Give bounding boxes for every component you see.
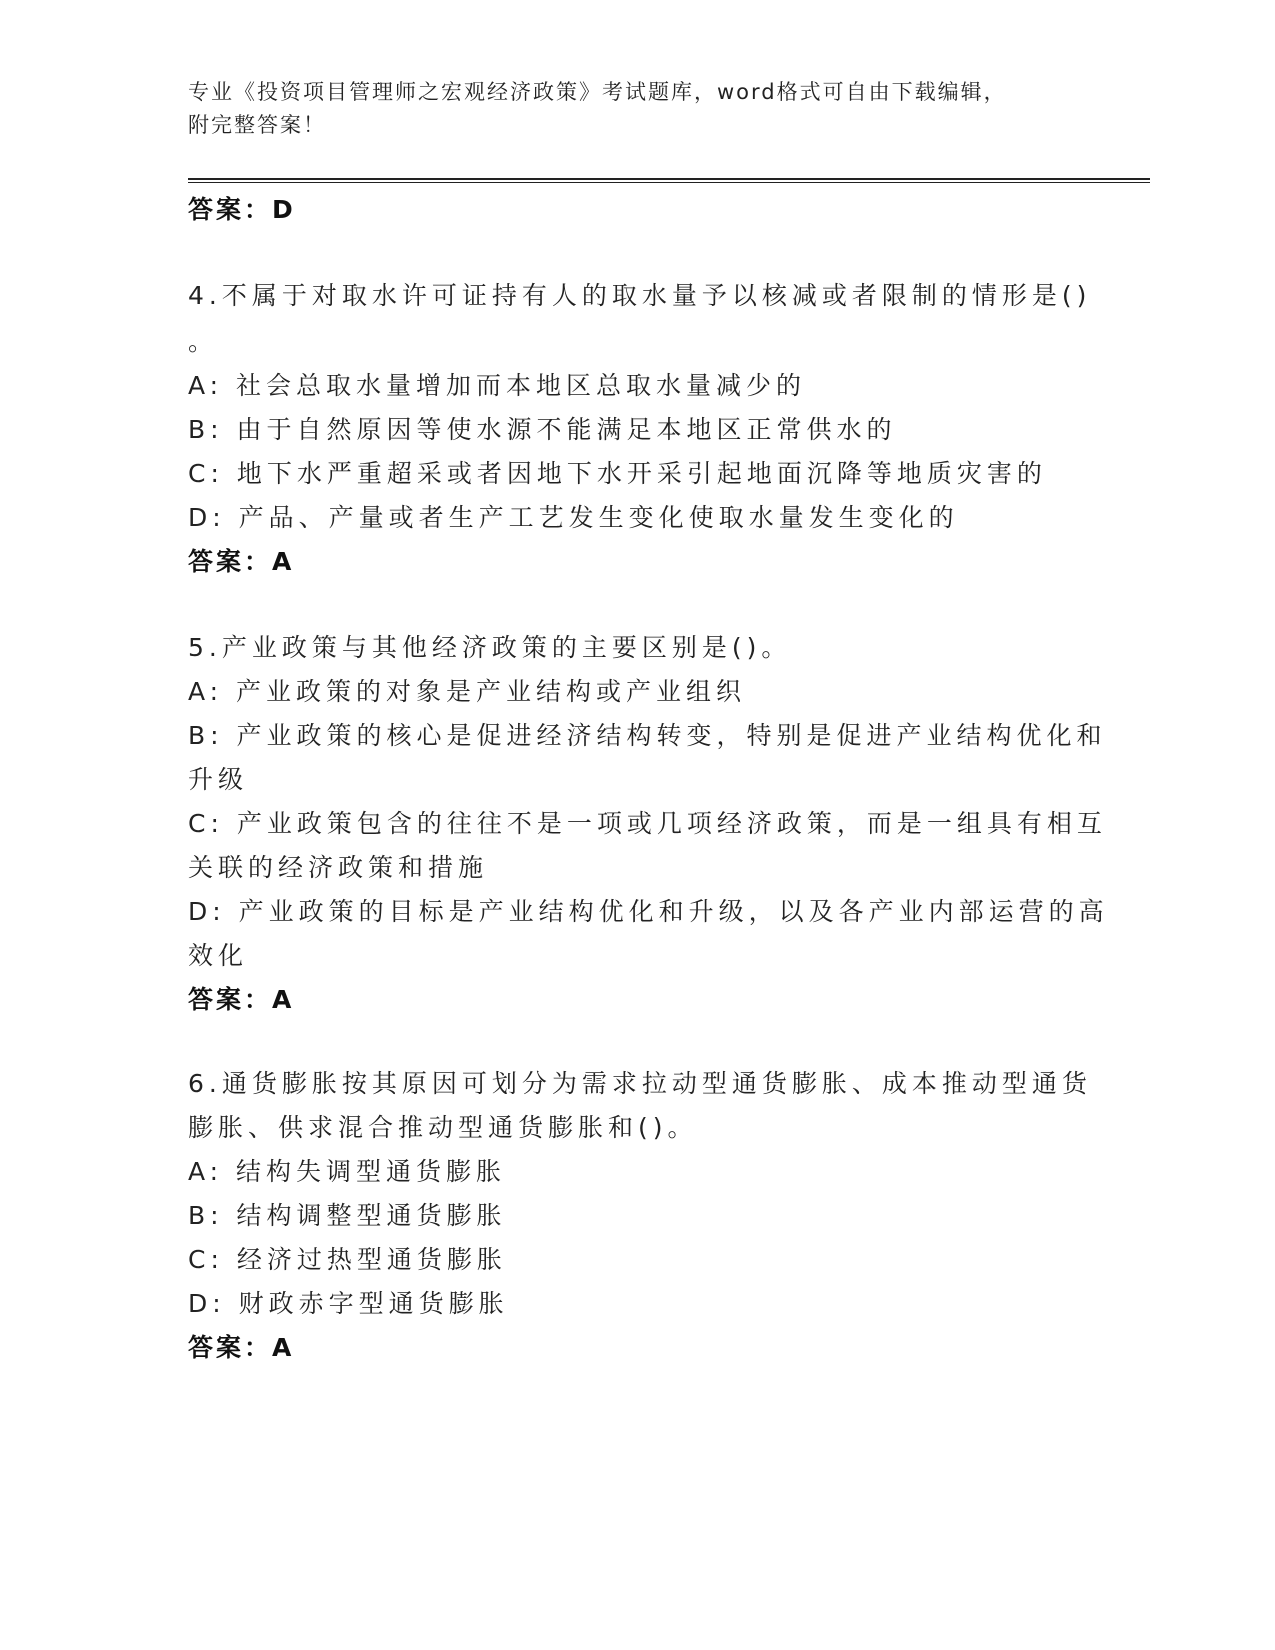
q5-option-a: A: 产业政策的对象是产业结构或产业组织	[188, 677, 747, 706]
answer-prev: 答案：D	[188, 195, 296, 224]
q4-option-d: D: 产品、产量或者生产工艺发生变化使取水量发生变化的	[188, 503, 959, 532]
q5-option-d: D: 产业政策的目标是产业结构优化和升级，以及各产业内部运营的高	[188, 897, 1109, 926]
q6-option-a: A: 结构失调型通货膨胀	[188, 1157, 507, 1186]
q4-answer: 答案：A	[188, 547, 295, 576]
q5-option-b-cont: 升级	[188, 765, 249, 794]
q5-answer: 答案：A	[188, 985, 295, 1014]
q4-option-a: A: 社会总取水量增加而本地区总取水量减少的	[188, 371, 807, 400]
q6-option-b: B: 结构调整型通货膨胀	[188, 1201, 507, 1230]
q4-option-c: C: 地下水严重超采或者因地下水开采引起地面沉降等地质灾害的	[188, 459, 1047, 488]
q6-option-c: C: 经济过热型通货膨胀	[188, 1245, 507, 1274]
q6-option-d: D: 财政赤字型通货膨胀	[188, 1289, 509, 1318]
q6-stem-line-2: 膨胀、供求混合推动型通货膨胀和()。	[188, 1113, 698, 1142]
q5-option-c-cont: 关联的经济政策和措施	[188, 853, 489, 882]
q5-stem: 5.产业政策与其他经济政策的主要区别是()。	[188, 633, 792, 662]
q5-option-b: B: 产业政策的核心是促进经济结构转变，特别是促进产业结构优化和	[188, 721, 1107, 750]
q6-stem-line-1: 6.通货膨胀按其原因可划分为需求拉动型通货膨胀、成本推动型通货	[188, 1069, 1092, 1098]
header-divider-thin	[188, 182, 1150, 183]
header-divider-thick	[188, 178, 1150, 180]
q5-option-c: C: 产业政策包含的往往不是一项或几项经济政策，而是一组具有相互	[188, 809, 1107, 838]
q4-stem-line-2: 。	[188, 327, 219, 356]
q4-stem-line-1: 4.不属于对取水许可证持有人的取水量予以核减或者限制的情形是()	[188, 281, 1092, 310]
header-line-2: 附完整答案！	[188, 113, 326, 137]
q4-option-b: B: 由于自然原因等使水源不能满足本地区正常供水的	[188, 415, 897, 444]
q5-option-d-cont: 效化	[188, 941, 249, 970]
header-line-1: 专业《投资项目管理师之宏观经济政策》考试题库，word格式可自由下载编辑，	[188, 80, 1007, 104]
q6-answer: 答案：A	[188, 1333, 295, 1362]
document-header	[188, 76, 1068, 142]
